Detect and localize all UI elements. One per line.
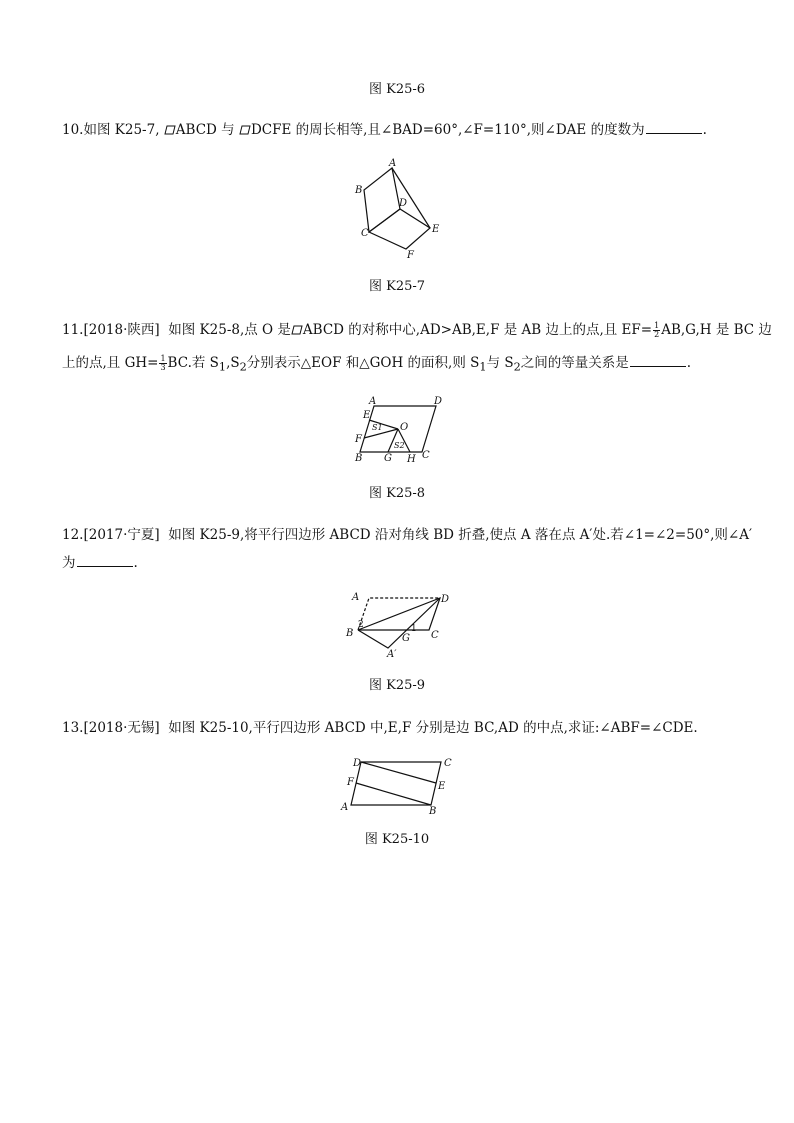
parallelogram-symbol-icon — [239, 125, 251, 135]
answer-blank — [630, 354, 686, 367]
problem-number: 11. — [62, 322, 84, 338]
subscript: 1 — [218, 360, 227, 374]
label-e: E — [432, 224, 440, 235]
subscript: 2 — [513, 360, 521, 374]
problem-number: 12. — [62, 527, 84, 543]
figure-caption-k25-6: 图 K25-6 — [368, 82, 426, 97]
problem-13 — [62, 720, 734, 738]
figure-k25-8 — [350, 396, 450, 466]
problem-text: ,S — [226, 355, 240, 371]
label-b: B — [429, 806, 437, 816]
problem-source: [2018·无锡] — [83, 720, 160, 736]
label-c: C — [431, 630, 439, 641]
label-c: C — [444, 758, 452, 769]
parallelogram-symbol-icon — [164, 125, 176, 135]
label-a: A — [352, 592, 360, 603]
problem-10 — [62, 121, 734, 139]
label-f: F — [347, 777, 354, 788]
label-angle-2: 2 — [358, 620, 364, 630]
subscript: 1 — [479, 360, 487, 374]
label-h: H — [407, 454, 416, 465]
problem-11 — [62, 321, 772, 374]
figure-caption-k25-9: 图 K25-9 — [368, 678, 426, 693]
problem-text: 为 — [62, 555, 76, 571]
problem-text: 之间的等量关系是 — [520, 355, 629, 371]
parallelogram-dcfe — [369, 209, 430, 249]
label-angle-1: 1 — [411, 624, 417, 634]
segment-de — [361, 762, 436, 783]
problem-text: BC.若 S — [167, 355, 219, 371]
label-b: B — [355, 453, 363, 464]
figure-caption-k25-8: 图 K25-8 — [368, 486, 426, 501]
segment-bf — [356, 783, 431, 805]
problem-text: 如图 K25-10,平行四边形 ABCD 中,E,F 分别是边 BC,AD 的中点,求证:∠ABF=∠CDE. — [168, 720, 698, 736]
problem-source: [2017·宁夏] — [83, 527, 160, 543]
parallelogram-bdc — [358, 598, 440, 630]
label-d: D — [399, 198, 408, 209]
figure-caption-k25-10: 图 K25-10 — [364, 832, 430, 847]
parallelogram-abcd — [351, 762, 441, 805]
label-a: A — [341, 802, 349, 813]
label-d: D — [434, 396, 443, 407]
problem-12 — [62, 527, 753, 577]
figure-k25-10 — [335, 752, 460, 816]
fraction-one-half: $\frac{1}{2}$ — [654, 321, 660, 339]
problem-text: . — [686, 355, 692, 371]
problem-text: ABCD 的对称中心,AD>AB,E,F 是 AB 边上的点,且 EF= — [302, 322, 653, 338]
problem-text: 与 S — [486, 355, 514, 371]
figure-caption-k25-7: 图 K25-7 — [368, 279, 426, 294]
answer-blank — [77, 554, 133, 567]
label-b: B — [355, 185, 363, 196]
problem-source: [2018·陕西] — [83, 322, 160, 338]
problem-number: 13. — [62, 720, 84, 736]
label-g: G — [402, 633, 410, 644]
problem-text: 如图 K25-7, — [83, 122, 160, 138]
problem-text: ABCD 与 — [175, 122, 235, 138]
label-o: O — [400, 422, 409, 433]
label-s1: S1 — [372, 423, 383, 432]
fraction-one-third: $\frac{1}{3}$ — [160, 354, 166, 372]
figure-k25-7 — [350, 156, 450, 262]
label-d: D — [353, 758, 362, 769]
problem-text: 上的点,且 GH= — [62, 355, 159, 371]
problem-text: 如图 K25-8,点 O 是 — [168, 322, 291, 338]
problem-text: AB,G,H 是 BC 边 — [661, 322, 772, 338]
label-c: C — [361, 228, 369, 239]
problem-number: 10. — [62, 122, 84, 138]
label-b: B — [346, 628, 354, 639]
label-c: C — [422, 450, 430, 461]
subscript: 2 — [239, 360, 247, 374]
parallelogram-symbol-icon — [291, 325, 303, 335]
label-f: F — [407, 250, 414, 261]
label-e: E — [438, 781, 446, 792]
label-d: D — [441, 594, 450, 605]
problem-text: . — [133, 555, 138, 571]
problem-text: 如图 K25-9,将平行四边形 ABCD 沿对角线 BD 折叠,使点 A 落在点 A′处.若∠1=∠2=50°,则∠A′ — [168, 527, 753, 543]
problem-text: 分别表示△EOF 和△GOH 的面积,则 S — [246, 355, 480, 371]
folded-triangle-ba-d — [358, 598, 440, 648]
label-g: G — [384, 453, 392, 464]
label-a-prime: A′ — [387, 649, 397, 660]
label-e: E — [363, 410, 371, 421]
label-f: F — [355, 434, 362, 445]
label-s2: S2 — [394, 441, 405, 450]
answer-blank — [646, 121, 702, 134]
problem-text: DCFE 的周长相等,且∠BAD=60°,∠F=110°,则∠DAE 的度数为 — [250, 122, 645, 138]
figure-k25-9 — [342, 590, 454, 660]
label-a: A — [369, 396, 377, 407]
problem-text: . — [702, 122, 707, 138]
label-a: A — [389, 158, 397, 169]
